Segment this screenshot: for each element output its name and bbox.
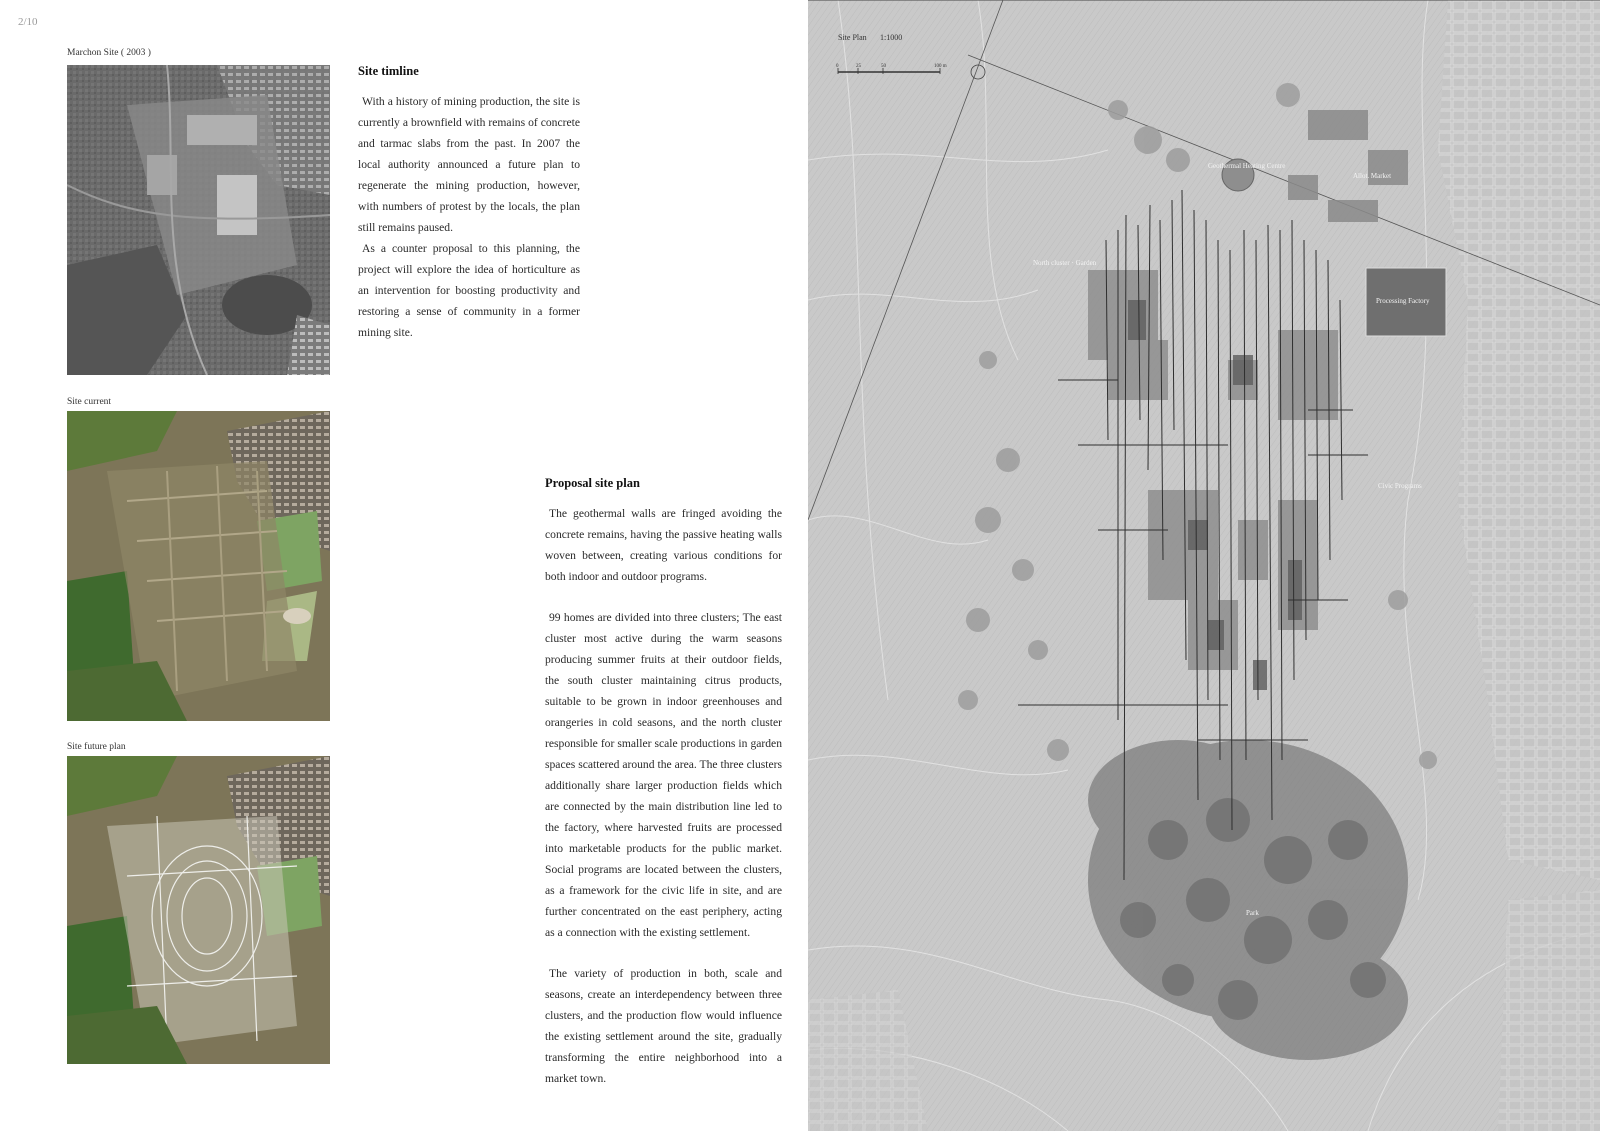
site-current-photo	[67, 411, 330, 721]
proposal-paragraph: The variety of production in both, scale and seasons, create an interdependency between three clusters, and the production flow would influence the existing settlement around the site, gradually transforming the entire neighborhood into a market town.	[545, 967, 782, 1085]
page-number: 2/10	[18, 16, 38, 28]
timeline-paragraph: As a counter proposal to this planning, the project will explore the idea of horticulture as an intervention for boosting productivity and restoring a sense of community in a former mining site.	[358, 242, 580, 339]
label-heating-centre: Geothermal Heating Centre	[1208, 162, 1286, 170]
timeline-text	[358, 91, 580, 343]
label-north-cluster: North cluster · Garden	[1033, 259, 1097, 267]
label-park: Park	[1246, 909, 1259, 917]
label-processing-factory: Processing Factory	[1376, 297, 1430, 305]
proposal-title: Proposal site plan	[545, 476, 640, 490]
site-current-caption: Site current	[67, 397, 112, 407]
scale-tick: 25	[856, 64, 861, 69]
site-plan-drawing	[808, 0, 1600, 1131]
site-future-photo	[67, 756, 330, 1064]
proposal-paragraph: 99 homes are divided into three clusters; The east cluster most active during the warm seasons producing summer fruits at their outdoor fields, the south cluster maintaining citrus products, suitable to be grown in indoor greenhouses and orangeries in cold seasons, and the north cluster responsible for smaller scale productions in garden spaces scattered around the area. The three clusters additionally share larger production fields which are connected by the main distribution line led to the factory, where harvested fruits are processed into marketable products for the public market. Social programs are located between the clusters, as a framework for the civic life in site, and are further concentrated on the east periphery, acting as a connection with the existing settlement.	[545, 611, 782, 939]
proposal-text	[545, 503, 782, 1089]
site-plan-scale: 1:1000	[880, 33, 903, 42]
label-allotments: Allot. Market	[1353, 172, 1392, 180]
site-plan-title: Site Plan	[838, 33, 867, 42]
scale-tick: 50	[881, 64, 886, 69]
timeline-paragraph: With a history of mining production, the site is currently a brownfield with remains of concrete and tarmac slabs from the past. In 2007 the local authority announced a future plan to regenerate the mining production, however, with numbers of protest by the locals, the plan still remains paused.	[358, 95, 580, 234]
scale-tick: 100 m	[934, 64, 947, 69]
site-future-caption: Site future plan	[67, 742, 126, 752]
scale-tick: 0	[836, 64, 839, 69]
label-civic-programs: Civic Programs	[1378, 482, 1422, 490]
proposal-paragraph: The geothermal walls are fringed avoiding the concrete remains, having the passive heating walls woven between, creating various conditions for both indoor and outdoor programs.	[545, 507, 782, 583]
marchon-caption: Marchon Site ( 2003 )	[67, 48, 151, 58]
timeline-title: Site timline	[358, 64, 419, 78]
marchon-site-photo	[67, 65, 330, 375]
